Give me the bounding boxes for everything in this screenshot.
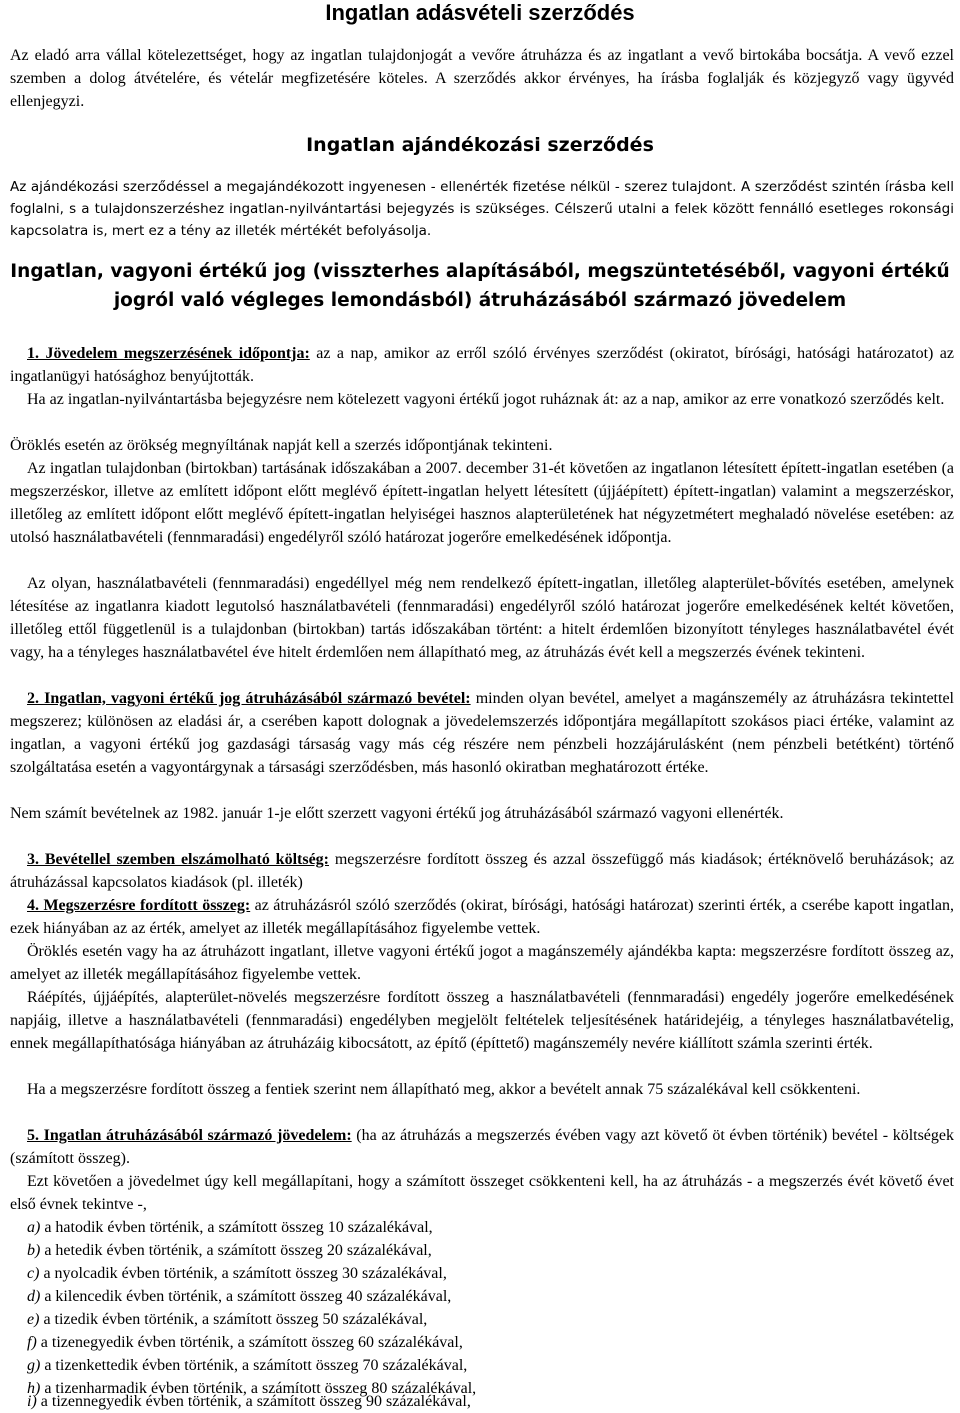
label-3: 3. Bevétellel szemben elszámolható költség:: [27, 851, 329, 868]
section-title-ajandekozas: Ingatlan ajándékozási szerződés: [306, 134, 654, 156]
text-2: minden olyan bevétel, amelyet a magánszemély az átruházásra tekintettel megszerez; különösen az eladási ár, a cserében kapott dolognak a jövedelemszerzés időpontjára megállapított szokásos piaci értéke, valamint az ingatlan, a vagyoni értékű jog gazdasági társaság vagy más cég részére nem pénzbeli hozzájárulásként (nem pénzbeli betétként) történő szolgáltatása esetén a vagyontárgynak a társasági szerződésben, más hasonló okiratban meghatározott értéke.: [10, 690, 954, 776]
list-marker: c): [27, 1265, 40, 1282]
list-marker: f): [27, 1334, 37, 1351]
list-marker: h): [27, 1380, 41, 1397]
paragraph-9: [10, 894, 954, 940]
paragraph-1: [10, 342, 954, 388]
paragraph-adasvetel: Az eladó arra vállal kötelezettséget, hogy az ingatlan tulajdonjogát a vevőre átruházza és az ingatlant a vevő birtokába bocsátja. A vevő ezzel szemben a dolog átvételére, és vételár megfizetésére köteles. A szerződés akkor érvényes, ha írásba foglalják és közjegyző vagy ügyvéd ellenjegyzi.: [10, 47, 954, 110]
paragraph-5: Az olyan, használatbavételi (fennmaradási) engedéllyel még nem rendelkező épített-ingatlan, illetőleg alapterület-bővítés esetében, amelynek létesítése az ingatlanra kiadott legutolsó használatbavételi (fennmaradási) engedélyről szóló határozat jogerőre emelkedésének keltét követően, illetőleg ettől függetlenül is a tulajdonban (birtokban) tartás időszakában történt: a hitelt érdemlően bizonyított tényleges használatbavétel évét vagy, ha a tényleges használatbavétel éve hitelt érdemlően nem állapítható meg, az átruházás évét kell a megszerzés évének tekinteni.: [10, 575, 954, 661]
paragraph-2: Ha az ingatlan-nyilvántartásba bejegyzésre nem kötelezett vagyoni értékű jogot ruháznak át: az a nap, amikor az erre vonatkozó szerződés kelt.: [27, 391, 945, 408]
label-4: 4. Megszerzésre fordított összeg:: [27, 897, 251, 914]
paragraph-12: Ha a megszerzésre fordított összeg a fentiek szerint nem állapítható meg, akkor a bevételt annak 75 százalékával kell csökkenteni.: [27, 1081, 861, 1098]
list-item: [27, 1239, 947, 1262]
list-text: a kilencedik évben történik, a számított összeg 40 százalékával,: [40, 1288, 452, 1305]
text-5: (ha az átruházás a megszerzés évében vagy azt követő öt évben történik) bevétel - költségek (számított összeg).: [10, 1127, 955, 1167]
list-marker: b): [27, 1242, 41, 1259]
text-4: az átruházásról szóló szerződés (okirat, bírósági, hatósági határozat) szerinti érték, a cserébe kapott ingatlan, ezek hiányában az az érték, amelyet az illeték megállapításához figyelembe vettek.: [10, 897, 954, 937]
paragraph-3: Öröklés esetén az örökség megnyíltának napját kell a szerzés időpontjának tekinteni.: [10, 437, 553, 454]
label-5: 5. Ingatlan átruházásából származó jövedelem:: [27, 1127, 352, 1144]
text-1: az a nap, amikor az erről szóló érvényes szerződést (okiratot, bírósági, hatósági határozatot) az ingatlanügyi hatósághoz benyújtották.: [10, 345, 954, 385]
list-marker: a): [27, 1219, 41, 1236]
paragraph-6: [10, 687, 954, 779]
paragraph-14: Ezt követően a jövedelmet úgy kell megállapítani, hogy a számított összeget csökkenteni kell, ha az átruházás - a megszerzés évét követő évet első évnek tekintve -,: [10, 1173, 954, 1213]
list-text: a tizenharmadik évben történik, a számított összeg 80 százalékával,: [40, 1380, 477, 1397]
paragraph-ajandekozas: Az ajándékozási szerződéssel a megajándékozott ingyenesen - ellenérték fizetése nélkül - szerez tulajdont. A szerződést szintén írásba kell foglalni, s a tulajdonszerzéshez ingatlan-nyilvántartási bejegyzés is szükséges. Célszerű utalni a felek között fennálló esetleges rokonsági kapcsolatra is, mert ez a tény az illeték mértékét befolyásolja.: [10, 179, 954, 239]
list-text: a tizennegyedik évben történik, a számított összeg 90 százalékával,: [36, 1393, 471, 1410]
list-marker: d): [27, 1288, 41, 1305]
paragraph-4: Az ingatlan tulajdonban (birtokban) tartásának időszakában a 2007. december 31-ét követően az ingatlanon létesített épített-ingatlan esetében (a megszerzéskor, illetve az említett időpont előtt meglévő épített-ingatlan helyett létesített (újjáépített) épített-ingatlan) valamint a megszerzéskor, illetőleg az említett időpont előtt meglévő épített-ingatlan helyiségei hasznos alapterületének hat négyzetmétert meghaladó növelése esetében: az utolsó használatbavételi (fennmaradási) engedélyről szóló határozat jogerőre emelkedésének időpontja.: [10, 460, 954, 546]
label-2: 2. Ingatlan, vagyoni értékű jog átruházásából származó bevétel:: [27, 690, 471, 707]
list-item: [27, 1331, 947, 1354]
paragraph-10: Öröklés esetén vagy ha az átruházott ingatlant, illetve vagyoni értékű jogot a magánszemély ajándékba kapta: megszerzésre fordított összeg az, amelyet az illeték megállapításához figyelembe vettek.: [10, 943, 954, 983]
label-1: 1. Jövedelem megszerzésének időpontja:: [27, 345, 310, 362]
paragraph-8: [10, 848, 954, 894]
list-item: [27, 1262, 947, 1285]
text-3: megszerzésre fordított összeg és azzal összefüggő más kiadások; értéknövelő beruházások; az átruházással kapcsolatos kiadások (pl. illeték): [10, 851, 954, 891]
list-item: [27, 1390, 947, 1413]
list-item: [27, 1308, 947, 1331]
list-text: a hetedik évben történik, a számított összeg 20 százalékával,: [40, 1242, 432, 1259]
paragraph-7: Nem számít bevételnek az 1982. január 1-je előtt szerzett vagyoni értékű jog átruházásából származó vagyoni ellenérték.: [10, 805, 784, 822]
list-text: a hatodik évben történik, a számított összeg 10 százalékával,: [40, 1219, 433, 1236]
list-text: a tizenkettedik évben történik, a számított összeg 70 százalékával,: [40, 1357, 468, 1374]
list-text: a nyolcadik évben történik, a számított összeg 30 százalékával,: [39, 1265, 447, 1282]
list-item: [27, 1216, 947, 1239]
paragraph-13: [10, 1124, 954, 1170]
list-item: [27, 1354, 947, 1377]
list-text: a tizedik évben történik, a számított összeg 50 százalékával,: [39, 1311, 428, 1328]
paragraph-11: Ráépítés, újjáépítés, alapterület-növelés megszerzésre fordított összeg a használatbavételi (fennmaradási) engedély jogerőre emelkedésének napjáig, illetve a használatbavételi (fennmaradási) engedélyben megjelölt feltételek teljesítésének határidejéig, a tényleges használatbavételig, ennek megállapíthatósága hiányában az átruházáig kibocsátott, az építő (építtető) magánszemély nevére kiállított számla szerinti érték.: [10, 989, 954, 1052]
list-marker: i): [27, 1393, 37, 1410]
list-text: a tizenegyedik évben történik, a számított összeg 60 százalékával,: [36, 1334, 463, 1351]
list-marker: e): [27, 1311, 40, 1328]
section-title-adasvetel: Ingatlan adásvételi szerződés: [325, 0, 635, 25]
list-marker: g): [27, 1357, 41, 1374]
list-item: [27, 1285, 947, 1308]
section-title-jovedelem: Ingatlan, vagyoni értékű jog (visszterhes alapításából, megszüntetéséből, vagyoni értékű jogról való végleges lemondásból) átruházásából származó jövedelem: [10, 261, 950, 311]
